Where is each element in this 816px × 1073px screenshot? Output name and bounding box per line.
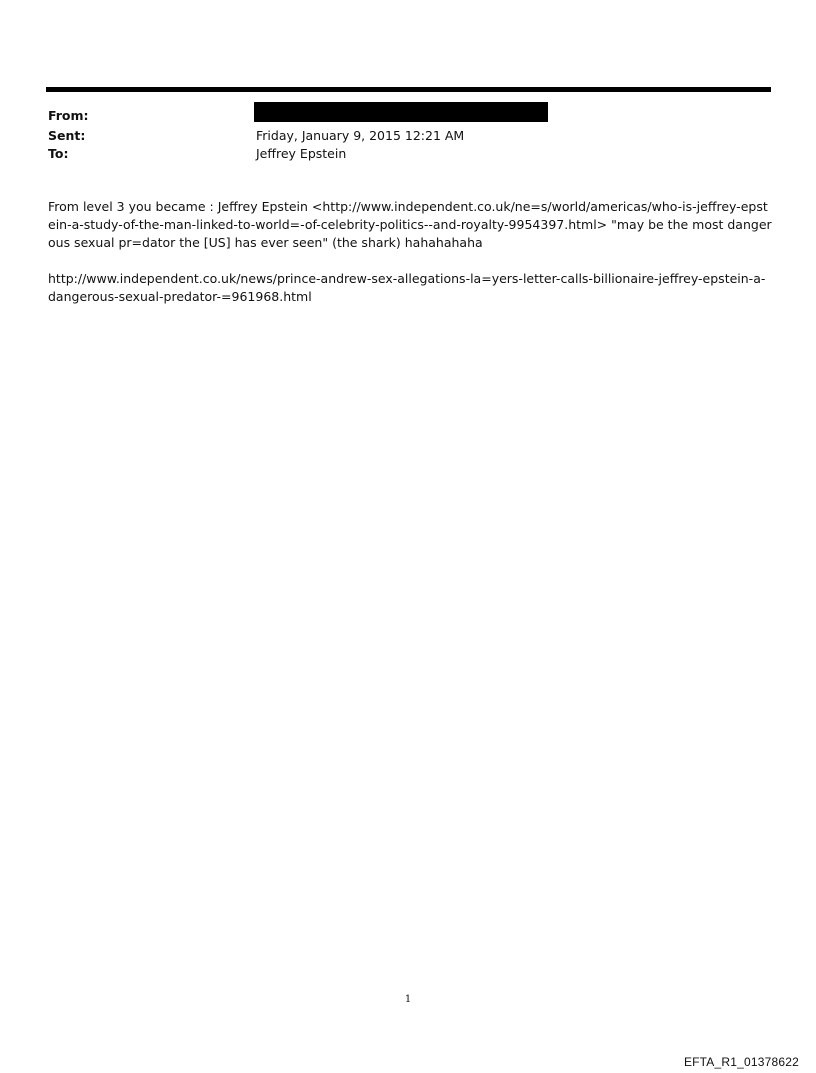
body-paragraph-1: From level 3 you became : Jeffrey Epstein <http://www.independent.co.uk/ne=s/world/americas/who-is-jeffrey-epstein-a-study-of-the-man-linked-to-world=-of-celebrity-politics--and-royalty-9954397.html> "may be the most dangerous sexual pr=dator the [US] has ever seen" (the shark) hahahahaha [48, 199, 772, 250]
body-paragraph-2: http://www.independent.co.uk/news/prince-andrew-sex-allegations-la=yers-letter-calls-billionaire-jeffrey-epstein-a-dangerous-sexual-predator-=961968.html [48, 271, 766, 304]
email-body [48, 198, 772, 324]
from-label: From: [48, 108, 89, 123]
redaction-box [254, 102, 548, 122]
sent-label: Sent: [48, 128, 86, 143]
bates-number: EFTA_R1_01378622 [683, 1055, 799, 1069]
to-label: To: [48, 146, 69, 161]
header-top-rule [46, 87, 771, 92]
to-value: Jeffrey Epstein [256, 146, 347, 161]
sent-value: Friday, January 9, 2015 12:21 AM [256, 128, 465, 143]
page-number: 1 [404, 994, 412, 1005]
